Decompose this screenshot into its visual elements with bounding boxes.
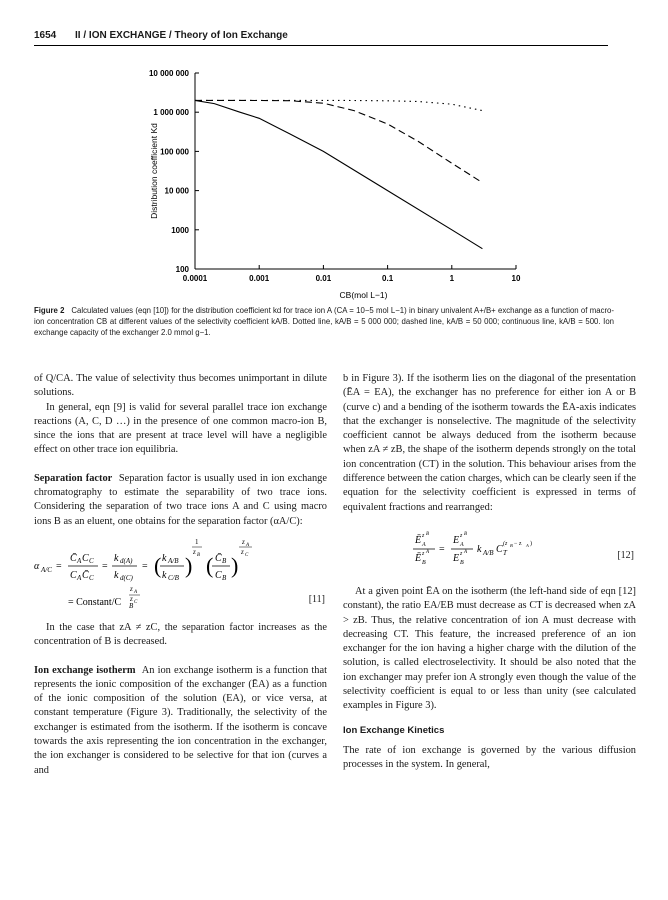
- svg-text:z: z: [193, 547, 196, 556]
- svg-text:C: C: [70, 569, 77, 581]
- svg-text:C: C: [245, 552, 249, 558]
- svg-text:(z: (z: [503, 540, 508, 547]
- svg-text:A/C: A/C: [41, 565, 52, 574]
- svg-text:C: C: [89, 573, 94, 582]
- figure-caption: [34, 305, 614, 338]
- right-p2: At a given point ĒA on the isotherm (the left-hand side of eqn [12] constant), the ratio EA/EB must decrease as CT is decreased when zA > zB. Thus, the relative concentration of ion A must decrease with decreasing CT. This feature, the increased preference of an ion exchanger for the ion having a higher charge with the dilution of the solution, is called electroselectivity. It should be also noted that the ion exchanger may prefer ion A strongly even though the value of the selectivity coefficient is equal to or less than unity (see calculated examples in Figure 3).: [343, 585, 636, 712]
- series-line-dotted: [195, 100, 482, 110]
- left-p2: In general, eqn [9] is valid for several parallel trace ion exchange reactions (A, C, D …) in the presence of one common macro-ion B, since the ions that are present at trace level will have a negligible effect on other trace ion equilibria.: [34, 401, 327, 456]
- kd-chart: [140, 60, 530, 300]
- left-p1: of Q/CA. The value of selectivity thus becomes unimportant in dilute solutions.: [34, 373, 327, 399]
- svg-text:): ): [231, 552, 239, 578]
- header-rule: [34, 45, 608, 46]
- separation-factor-text: Separation factor is usually used in ion exchange chromatography to estimate the separability of two trace ions. Considering the separation of two trace ions A and C using macro ions B as an eluent, one obtains for the separation factor (αA/C):: [34, 472, 327, 527]
- svg-text:): ): [185, 552, 193, 578]
- svg-text:A: A: [246, 542, 250, 548]
- svg-text:A/B: A/B: [168, 556, 179, 565]
- svg-text:k: k: [162, 552, 167, 564]
- svg-text:1: 1: [195, 537, 199, 546]
- equation-11: [34, 529, 327, 615]
- svg-text:=: =: [439, 543, 445, 555]
- svg-text:): ): [530, 540, 532, 547]
- svg-text:= Constant/C: = Constant/C: [68, 596, 122, 608]
- right-column: [343, 372, 636, 773]
- svg-text:k: k: [114, 569, 119, 581]
- x-tick-label: 0.01: [315, 274, 332, 283]
- equation-12-graphic: [343, 515, 636, 585]
- svg-text:z: z: [130, 584, 133, 593]
- y-tick-label: 1000: [171, 225, 189, 235]
- y-tick-label: 1 000 000: [153, 108, 189, 118]
- svg-text:z: z: [241, 547, 244, 556]
- x-tick-label: 0.001: [249, 274, 270, 283]
- svg-text:B: B: [222, 573, 227, 582]
- x-tick-label: 0.0001: [182, 274, 208, 283]
- svg-text:A: A: [134, 589, 138, 595]
- left-p3: In the case that zA ≠ zC, the separation factor increases as the concentration of B is decreased.: [34, 621, 327, 648]
- isotherm-para: [34, 664, 327, 778]
- x-tick-label: 0.1: [382, 274, 394, 283]
- x-tick-label: 1: [449, 274, 455, 283]
- svg-text:C: C: [496, 543, 503, 555]
- svg-text:C: C: [215, 569, 222, 581]
- series-line-solid: [195, 100, 482, 248]
- svg-text:C/B: C/B: [168, 573, 179, 582]
- svg-text:A: A: [77, 573, 82, 582]
- y-tick-label: 100: [175, 265, 189, 274]
- svg-text:α: α: [34, 560, 40, 572]
- svg-text:z: z: [130, 594, 133, 603]
- svg-text:(: (: [154, 552, 162, 578]
- isotherm-text: An ion exchange isotherm is a function that represents the ionic composition of the exchanger (ĒA) as a function of the ionic composition of the solution (EA), or vice versa, at constant temperature (Figure 3). Traditionally, the selectivity of the exchanger is estimated from the isotherm. If the isotherm is concave towards the axis representing the ion concentration in the exchanger, the ion exchanger is considered to be selective for that ion (curves a and: [34, 664, 327, 776]
- svg-text:A: A: [460, 541, 464, 548]
- svg-text:(: (: [206, 552, 214, 578]
- svg-text:B: B: [426, 531, 430, 537]
- svg-text:A: A: [526, 542, 529, 548]
- y-tick-label: 10 000: [164, 186, 189, 196]
- page-number: 1654: [34, 30, 57, 41]
- svg-text:C̄: C̄: [215, 552, 222, 564]
- svg-text:z: z: [242, 537, 245, 546]
- svg-text:C: C: [134, 599, 138, 605]
- caption-text: Calculated values (eqn [10]) for the distribution coefficient kd for trace ion A (CA = 10−5 mol L−1) in binary univalent A+/B+ exchange as a function of macro-ion concentration CB at different values of the selectivity coefficient kA/B. Dotted line, kA/B = 5 000 000; dashed line, kA/B = 50 000; continuous line, kA/B = 500. Ion exchange capacity of the exchanger 2.0 mmol g−1.: [34, 306, 614, 337]
- svg-text:C: C: [89, 556, 94, 565]
- left-column: [34, 372, 327, 778]
- svg-text:d(A): d(A): [120, 556, 133, 565]
- right-p3: The rate of ion exchange is governed by the various diffusion processes in the system. In general,: [343, 744, 636, 771]
- svg-text:z: z: [422, 532, 425, 539]
- svg-text:k: k: [477, 543, 482, 555]
- svg-text:E: E: [453, 552, 460, 564]
- svg-text:k: k: [162, 569, 167, 581]
- svg-text:B: B: [422, 559, 426, 566]
- equation-12-number: [12]: [617, 549, 634, 561]
- svg-text:B: B: [464, 531, 468, 537]
- series-line-dashed: [195, 100, 482, 182]
- svg-text:=: =: [142, 560, 148, 572]
- svg-text:=: =: [102, 560, 108, 572]
- svg-text:B: B: [197, 552, 201, 558]
- svg-text:A: A: [464, 549, 468, 555]
- svg-text:z: z: [422, 550, 425, 557]
- y-tick-label: 100 000: [160, 147, 189, 157]
- svg-text:E: E: [453, 534, 460, 546]
- isotherm-heading: Ion exchange isotherm: [34, 664, 136, 676]
- x-axis-label: CB(mol L−1): [339, 290, 388, 300]
- svg-text:B: B: [222, 556, 227, 565]
- svg-text:=: =: [56, 560, 62, 572]
- svg-text:C̄: C̄: [70, 552, 77, 564]
- svg-text:C: C: [82, 552, 89, 564]
- svg-text:Ē: Ē: [415, 534, 422, 546]
- y-tick-label: 10 000 000: [148, 69, 189, 78]
- section-heading-kinetics: Ion Exchange Kinetics: [343, 724, 445, 736]
- svg-text:B: B: [129, 601, 134, 610]
- y-axis-label: Distribution coefficient Kd: [149, 123, 159, 219]
- svg-text:− z: − z: [514, 540, 522, 547]
- svg-text:B: B: [510, 542, 513, 548]
- svg-text:d(C): d(C): [120, 573, 133, 582]
- svg-text:A: A: [422, 541, 426, 548]
- svg-text:C̄: C̄: [82, 569, 89, 581]
- svg-text:k: k: [114, 552, 119, 564]
- svg-text:z: z: [460, 532, 463, 539]
- x-tick-label: 10: [511, 274, 521, 283]
- equation-12: [343, 515, 636, 585]
- svg-text:z: z: [460, 550, 463, 557]
- caption-label: Figure 2: [34, 306, 65, 315]
- svg-text:Ē: Ē: [415, 552, 422, 564]
- svg-text:A/B: A/B: [483, 548, 494, 557]
- right-p1: b in Figure 3). If the isotherm lies on the diagonal of the presentation (ĒA = EA), the exchanger has no preference for either ion A or B (curve c) and a bending of the isotherm towards the ĒA-axis indicates that the exchanger is nonselective. The magnitude of the selectivity coefficient cannot be always deduced from the isotherm because when zA ≠ zB, the shape of the isotherm depends strongly on the total ion concentration (CT) in the solution. This behaviour arises from the difference between the cation charges, which can be clearly seen if the equation for the selectivity coefficient is expressed in terms of equivalent fractions and rearranged:: [343, 373, 636, 513]
- svg-text:B: B: [460, 559, 464, 566]
- separation-factor-para: [34, 472, 327, 529]
- svg-text:A: A: [426, 549, 430, 555]
- running-header: [34, 30, 288, 41]
- running-title: II / ION EXCHANGE / Theory of Ion Exchange: [75, 30, 288, 41]
- separation-factor-heading: Separation factor: [34, 472, 113, 484]
- svg-text:A: A: [77, 556, 82, 565]
- svg-text:T: T: [503, 548, 507, 557]
- equation-11-number: [11]: [308, 593, 325, 605]
- equation-11-graphic: [34, 529, 327, 615]
